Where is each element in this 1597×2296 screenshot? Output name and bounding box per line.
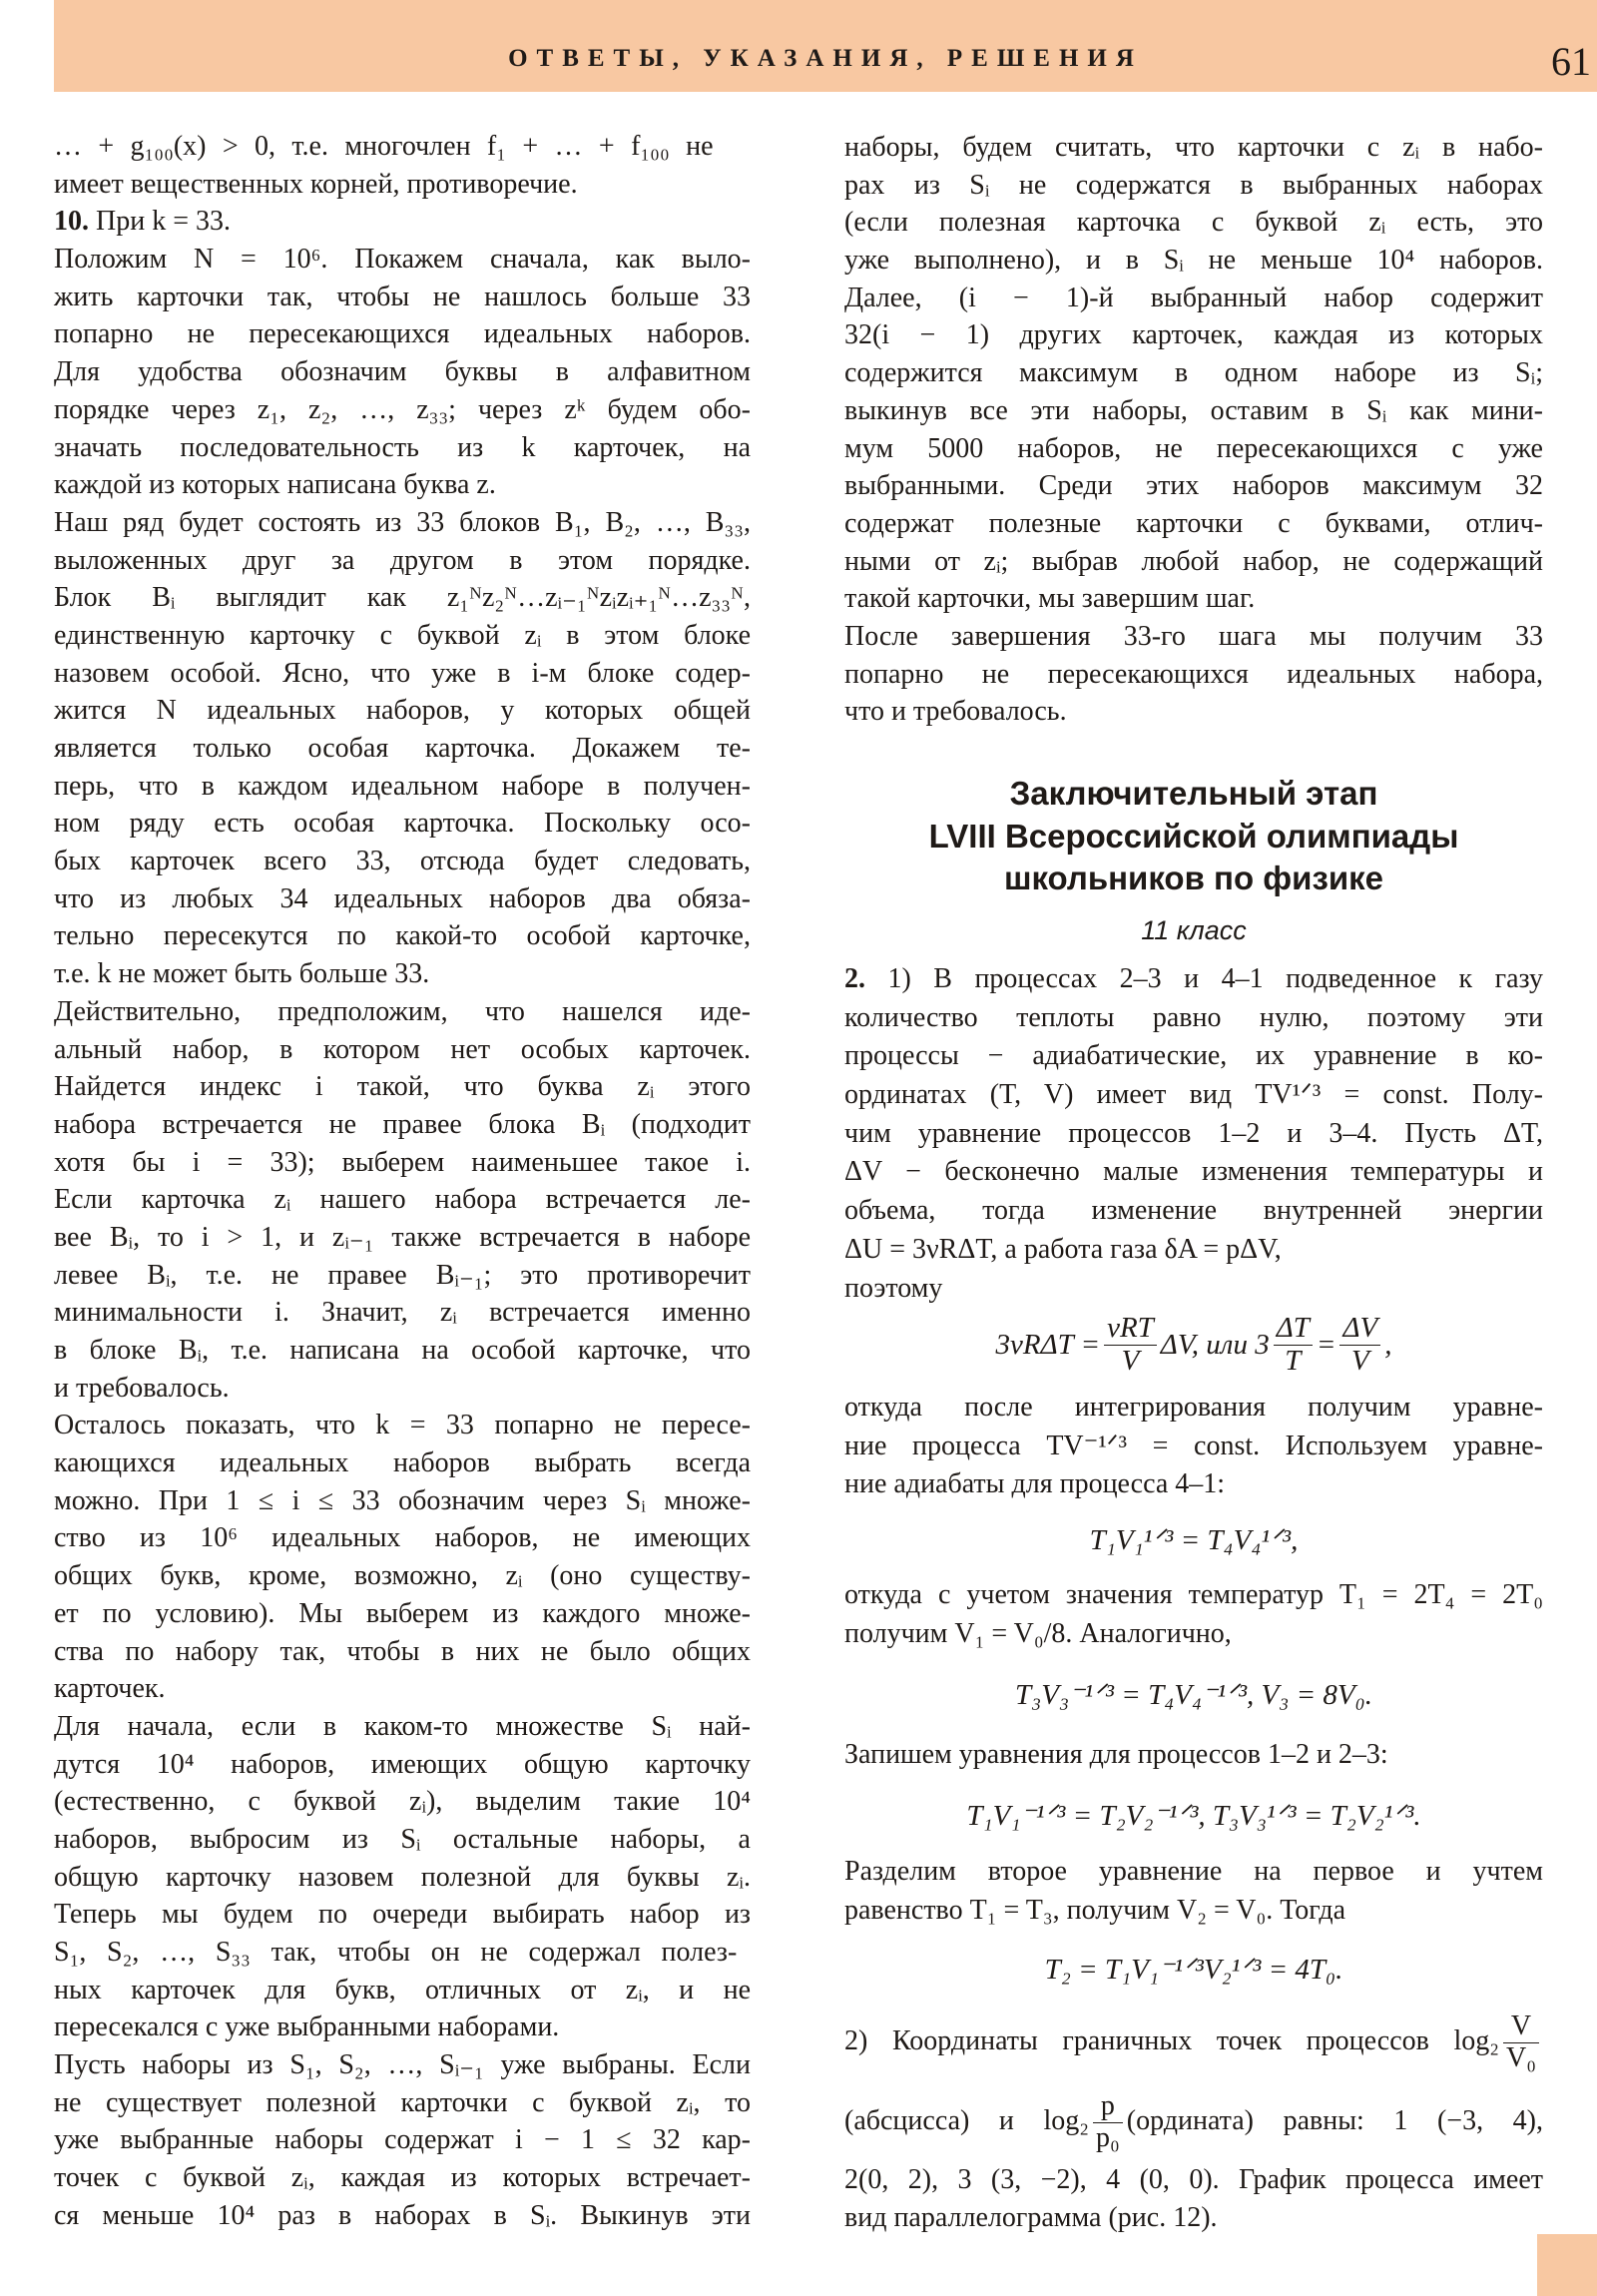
text-line [844, 392, 1543, 430]
text-line [844, 430, 1543, 468]
text-run: (ордината) равны: 1 (−3, 4), [1126, 2105, 1543, 2136]
line-content: каждой из которых написана буква z. [54, 469, 496, 501]
text-line [844, 1192, 1543, 1231]
fraction [1093, 2091, 1123, 2154]
text-run: T₃V₃⁻¹ᐟ³ = T₄V₄⁻¹ᐟ³, V₃ = 8V₀. [1015, 1678, 1372, 1711]
text-line [844, 467, 1543, 505]
running-header [54, 0, 1597, 92]
text-line [844, 2081, 1543, 2161]
text-run: ΔV, или 3 [1160, 1328, 1270, 1361]
text-line [844, 1892, 1543, 1931]
numerator: p [1093, 2091, 1123, 2123]
text-run: T₁V₁⁻¹ᐟ³ = T₂V₂⁻¹ᐟ³, T₃V₃¹ᐟ³ = T₂V₂¹ᐟ³. [966, 1799, 1421, 1832]
text-line [54, 579, 751, 617]
text-line [844, 1231, 1543, 1270]
paragraph [844, 1576, 1543, 1653]
line-content [844, 2002, 1543, 2081]
text-line [844, 960, 1543, 999]
text-line [54, 1934, 751, 1972]
line-content: Пусть наборы из S₁, S₂, …, Sᵢ₋₁ уже выбраны. Если [54, 2049, 751, 2081]
line-content: что и требовалось. [844, 696, 1067, 728]
line-content: в блоке Bᵢ, т.е. написана на особой карточке, что [54, 1335, 751, 1366]
left-column [54, 128, 751, 2235]
paragraph [844, 1736, 1543, 1775]
text-line [844, 2161, 1543, 2199]
line-content: выложенных друг за другом в этом порядке. [54, 544, 751, 576]
problem-2-text [844, 960, 1543, 1308]
text-line [54, 2159, 751, 2197]
line-content: т.е. k не может быть больше 33. [54, 958, 430, 990]
text-line [844, 543, 1543, 581]
formula [844, 1305, 1543, 1385]
denominator: V₀ [1506, 2042, 1536, 2074]
line-content: хотя бы i = 33); выберем наименьшее такое i. [54, 1146, 751, 1178]
problem-number: 2. [844, 963, 865, 994]
text-line [844, 316, 1543, 354]
line-content: ординатах (T, V) имеет вид TV¹ᐟ³ = const. Полу- [844, 1079, 1543, 1111]
line-content: попарно не пересекающихся идеальных наборов. [54, 318, 751, 350]
line-content: вее Bᵢ, то i > 1, и zᵢ₋₁ также встречается в наборе [54, 1221, 751, 1253]
line-content: единственную карточку с буквой zᵢ в этом блоке [54, 619, 751, 651]
line-content [844, 960, 1543, 999]
fraction [1339, 1313, 1380, 1378]
text-run: 1) В процессах 2–3 и 4–1 подведенное к газу [865, 963, 1543, 994]
line-content: ными от zᵢ; выбрав любой набор, не содержащий [844, 545, 1543, 577]
line-content: ние процесса TV⁻¹ᐟ³ = const. Используем уравне- [844, 1430, 1543, 1461]
heading-line: LVIII Всероссийской олимпиады [928, 817, 1459, 855]
text-line [54, 1407, 751, 1444]
line-content: содержится максимум в одном наборе из Sᵢ; [844, 357, 1543, 389]
line-content: точек с буквой zᵢ, каждая из которых встречает- [54, 2162, 751, 2194]
paragraph [844, 1853, 1543, 1930]
text-line [844, 1076, 1543, 1115]
line-content: чим уравнение процессов 1–2 и 3–4. Пусть ΔT, [844, 1117, 1543, 1149]
text-line [54, 1444, 751, 1482]
text-run: = [1316, 1328, 1336, 1361]
text-run: T₁V₁¹ᐟ³ = T₄V₄¹ᐟ³, [1089, 1523, 1299, 1556]
text-line [54, 1370, 751, 1408]
line-content: не существует полезной карточки с буквой zᵢ, то [54, 2086, 751, 2118]
text-line [54, 1482, 751, 1520]
line-content: ние адиабаты для процесса 4–1: [844, 1468, 1226, 1500]
text-line [844, 505, 1543, 543]
denominator: T [1285, 1344, 1302, 1377]
line-content: Далее, (i − 1)-й выбранный набор содержит [844, 282, 1543, 313]
line-content: Разделим второе уравнение на первое и учтем [844, 1856, 1543, 1887]
line-content: После завершения 33-го шага мы получим 33 [844, 620, 1543, 652]
formula [844, 1499, 1543, 1579]
text-line [844, 1115, 1543, 1154]
line-content: Наш ряд будет состоять из 33 блоков B₁, B₂, …, B₃₃, [54, 506, 751, 538]
text-line [54, 1896, 751, 1934]
text-run: T₂ = T₁V₁⁻¹ᐟ³V₂¹ᐟ³ = 4T₀. [1044, 1953, 1343, 1986]
text-line [54, 203, 751, 241]
text-line [54, 2009, 751, 2046]
line-content: получим V₁ = V₀/8. Аналогично, [844, 1617, 1232, 1649]
text-line [54, 1633, 751, 1671]
line-content: кающихся идеальных наборов выбрать всегда [54, 1447, 751, 1479]
denominator: V [1121, 1344, 1140, 1377]
text-line [54, 692, 751, 730]
heading-line: школьников по физике [1003, 860, 1384, 896]
line-content: ΔU = 3νRΔT, а работа газа δA = pΔV, [844, 1233, 1282, 1265]
line-content: количество теплоты равно нулю, поэтому эти [844, 1001, 1543, 1033]
text-line [54, 2084, 751, 2122]
section-heading [844, 773, 1543, 900]
line-content: что из любых 34 идеальных наборов два обяза- [54, 882, 751, 914]
text-line [54, 2121, 751, 2159]
line-content: ся меньше 10⁴ раз в наборах в Sᵢ. Выкинув эти [54, 2199, 751, 2231]
text-line [844, 354, 1543, 392]
line-content [844, 2081, 1543, 2161]
line-content: дутся 10⁴ наборов, имеющих общую карточку [54, 1748, 751, 1780]
line-content: общих букв, кроме, возможно, zᵢ (оно существу- [54, 1560, 751, 1592]
line-content: Положим N = 10⁶. Покажем сначала, как выло- [54, 244, 751, 276]
text-line [54, 315, 751, 353]
line-content: ΔV − бесконечно малые изменения температуры и [844, 1156, 1543, 1188]
text-line [844, 1389, 1543, 1428]
formula [844, 1929, 1543, 2009]
fraction [1503, 2011, 1539, 2074]
text-line [844, 1270, 1543, 1309]
text-line [844, 1736, 1543, 1775]
text-line [54, 1708, 751, 1746]
line-content: равенство T₁ = T₃, получим V₂ = V₀. Тогда [844, 1894, 1345, 1926]
line-content: содержат полезные карточки с буквами, отлич- [844, 507, 1543, 539]
line-content: ном ряду есть особая карточка. Поскольку осо- [54, 808, 751, 840]
text-line [54, 2197, 751, 2235]
text-line [844, 2199, 1543, 2237]
line-content: и требовалось. [54, 1372, 230, 1404]
fraction [1274, 1313, 1313, 1378]
text-line [54, 1972, 751, 2009]
line-content: тельно пересекутся по какой-то особой карточке, [54, 920, 751, 952]
line-content: наборов, выбросим из Sᵢ остальные наборы, а [54, 1823, 751, 1855]
fraction [1104, 1313, 1157, 1378]
section-title: ОТВЕТЫ, УКАЗАНИЯ, РЕШЕНИЯ [508, 45, 1143, 72]
denominator: p₀ [1096, 2122, 1120, 2154]
text-line [844, 2002, 1543, 2081]
text-line [844, 1153, 1543, 1192]
line-content: жить карточки так, чтобы не нашлось больше 33 [54, 281, 751, 312]
line-content: откуда после интегрирования получим уравне- [844, 1392, 1543, 1423]
text-line [844, 656, 1543, 694]
text-line [844, 1428, 1543, 1466]
text-line [54, 1821, 751, 1859]
line-content: откуда с учетом значения температур T₁ = 2T₄ = 2T₀ [844, 1579, 1543, 1610]
numerator: V [1503, 2011, 1539, 2043]
text-line [54, 917, 751, 955]
line-content: значать последовательность из k карточек, на [54, 431, 751, 463]
line-content: наборы, будем считать, что карточки с zᵢ в набо- [844, 132, 1543, 163]
line-content: жится N идеальных наборов, у которых общей [54, 695, 751, 727]
line-content: Для начала, если в каком-то множестве Sᵢ най- [54, 1710, 751, 1742]
text-line [844, 580, 1543, 618]
line-content: уже выполнено), и в Sᵢ не меньше 10⁴ наборов. [844, 245, 1543, 277]
text-line [54, 542, 751, 580]
line-content: Запишем уравнения для процессов 1–2 и 2–3: [844, 1739, 1388, 1770]
line-content: вид параллелограмма (рис. 12). [844, 2202, 1218, 2233]
text-line [844, 129, 1543, 167]
text-line [844, 242, 1543, 280]
problem-number: 10. [54, 206, 89, 238]
line-content: Теперь мы будем по очереди выбирать набор из [54, 1899, 751, 1931]
page-corner-tab [1537, 2234, 1597, 2296]
text-line [54, 241, 751, 279]
line-content: Действительно, предположим, что нашелся иде- [54, 995, 751, 1027]
line-content: ет по условию). Мы выберем из каждого множе- [54, 1597, 751, 1629]
line-content: ных карточек для букв, отличных от zᵢ, и не [54, 1974, 751, 2006]
line-content: рах из Sᵢ не содержатся в выбранных наборах [844, 169, 1543, 201]
text-line [844, 1853, 1543, 1892]
text-line [54, 128, 751, 166]
line-content: порядке через z₁, z₂, …, z₃₃; через zᵏ будем обо- [54, 393, 751, 425]
text-line [54, 1557, 751, 1595]
text-line [54, 843, 751, 880]
line-content: такой карточки, мы завершим шаг. [844, 583, 1256, 615]
text-line [54, 279, 751, 316]
paragraph [844, 2002, 1543, 2237]
text-line [54, 730, 751, 768]
line-content: Если карточка zᵢ нашего набора встречается ле- [54, 1184, 751, 1216]
numerator: νRT [1104, 1313, 1157, 1346]
text-line [54, 1219, 751, 1257]
line-content: карточек. [54, 1673, 166, 1705]
text-line [844, 167, 1543, 205]
text-line [54, 655, 751, 693]
text-line [54, 617, 751, 655]
text-line [54, 1332, 751, 1370]
line-content: является только особая карточка. Докажем те- [54, 733, 751, 764]
line-content: ство из 10⁶ идеальных наборов, не имеющих [54, 1522, 751, 1554]
line-content: поэтому [844, 1272, 943, 1304]
line-content: минимальности i. Значит, zᵢ встречается именно [54, 1297, 751, 1329]
text-run: (абсцисса) и log₂ [844, 2105, 1090, 2136]
line-content: бых карточек всего 33, отсюда будет следовать, [54, 846, 751, 877]
text-line [54, 1257, 751, 1295]
line-content: выбранными. Среди этих наборов максимум 32 [844, 470, 1543, 502]
line-content: объема, тогда изменение внутренней энергии [844, 1195, 1543, 1227]
heading-line: Заключительный этап [1009, 775, 1378, 812]
text-line [54, 1294, 751, 1332]
text-line [844, 1576, 1543, 1615]
line-content: Осталось показать, что k = 33 попарно не пересе- [54, 1410, 751, 1441]
text-line [844, 1037, 1543, 1076]
line-content: (если полезная карточка с буквой zᵢ есть, это [844, 207, 1543, 239]
text-line [54, 429, 751, 467]
text-line [54, 166, 751, 204]
paragraph [844, 1389, 1543, 1504]
text-line [54, 1519, 751, 1557]
text-line [54, 391, 751, 429]
line-content: общую карточку назовем полезной для буквы zᵢ. [54, 1861, 751, 1893]
text-line [54, 1670, 751, 1708]
line-content: уже выбранные наборы содержат i − 1 ≤ 32 кар- [54, 2124, 751, 2156]
text-line [54, 1783, 751, 1821]
line-content: альный набор, в котором нет особых карточек. [54, 1033, 751, 1065]
text-run: 3νRΔT = [995, 1328, 1101, 1361]
line-content: можно. При 1 ≤ i ≤ 33 обозначим через Sᵢ множе- [54, 1484, 751, 1516]
text-line [54, 1595, 751, 1633]
line-content: набора встречается не правее блока Bᵢ (подходит [54, 1108, 751, 1140]
text-line [54, 1106, 751, 1144]
text-line [844, 618, 1543, 656]
line-content: назовем особой. Ясно, что уже в i-м блоке содер- [54, 657, 751, 689]
text-line [54, 1859, 751, 1897]
text-line [54, 1068, 751, 1106]
text-line [54, 504, 751, 542]
line-content: выкинув все эти наборы, оставим в Sᵢ как мини- [844, 394, 1543, 426]
line-content: 2(0, 2), 3 (3, −2), 4 (0, 0). График процесса имеет [844, 2164, 1543, 2195]
numerator: ΔV [1339, 1313, 1380, 1346]
line-content: Блок Bᵢ выглядит как z₁ᴺz₂ᴺ…zᵢ₋₁ᴺzᵢzᵢ₊₁ᴺ…z₃₃ᴺ, [54, 582, 751, 614]
line-content: пересекался с уже выбранными наборами. [54, 2011, 560, 2043]
formula [844, 1654, 1543, 1734]
text-line [844, 999, 1543, 1038]
line-content [54, 203, 231, 241]
line-content: Найдется индекс i такой, что буква zᵢ этого [54, 1071, 751, 1103]
line-content: попарно не пересекающихся идеальных набора, [844, 658, 1543, 690]
text-line [54, 353, 751, 391]
text-line [54, 1031, 751, 1069]
line-content: … + g₁₀₀(x) > 0, т.е. многочлен f₁ + … + f₁₀₀ не [54, 131, 714, 162]
text-line [54, 466, 751, 504]
line-content: 32(i − 1) других карточек, каждая из которых [844, 319, 1543, 351]
line-content: S₁, S₂, …, S₃₃ так, чтобы он не содержал полез- [54, 1937, 738, 1968]
line-content: мум 5000 наборов, не пересекающихся с уже [844, 432, 1543, 464]
grade-subtitle: 11 класс [1141, 915, 1247, 945]
text-line [844, 1615, 1543, 1654]
text-run: , [1384, 1328, 1392, 1361]
right-column-continuation [844, 129, 1543, 731]
text-line [54, 1746, 751, 1784]
text-line [54, 1144, 751, 1182]
line-content: перь, что в каждом идеальном наборе в получен- [54, 770, 751, 802]
text-line [844, 280, 1543, 317]
text-line [54, 805, 751, 843]
text-line [54, 880, 751, 918]
line-content: процессы − адиабатические, их уравнение в ко- [844, 1040, 1543, 1072]
text-line [54, 2046, 751, 2084]
text-line [844, 204, 1543, 242]
text-line [54, 993, 751, 1031]
text-line [54, 955, 751, 993]
line-content: левее Bᵢ, т.е. не правее Bᵢ₋₁; это противоречит [54, 1259, 751, 1291]
numerator: ΔT [1274, 1313, 1313, 1346]
text-run: При k = 33. [89, 206, 231, 238]
line-content: (естественно, с буквой zᵢ), выделим такие 10⁴ [54, 1786, 751, 1818]
text-line [54, 1181, 751, 1219]
text-run: 2) Координаты граничных точек процессов log₂ [844, 2025, 1500, 2056]
denominator: V [1350, 1344, 1369, 1377]
text-line [54, 768, 751, 806]
line-content: ства по набору так, чтобы в них не было общих [54, 1635, 751, 1667]
text-line [844, 693, 1543, 731]
line-content: Для удобства обозначим буквы в алфавитном [54, 356, 751, 388]
formula [844, 1775, 1543, 1855]
line-content: имеет вещественных корней, противоречие. [54, 168, 578, 200]
page-number: 61 [1551, 39, 1591, 84]
